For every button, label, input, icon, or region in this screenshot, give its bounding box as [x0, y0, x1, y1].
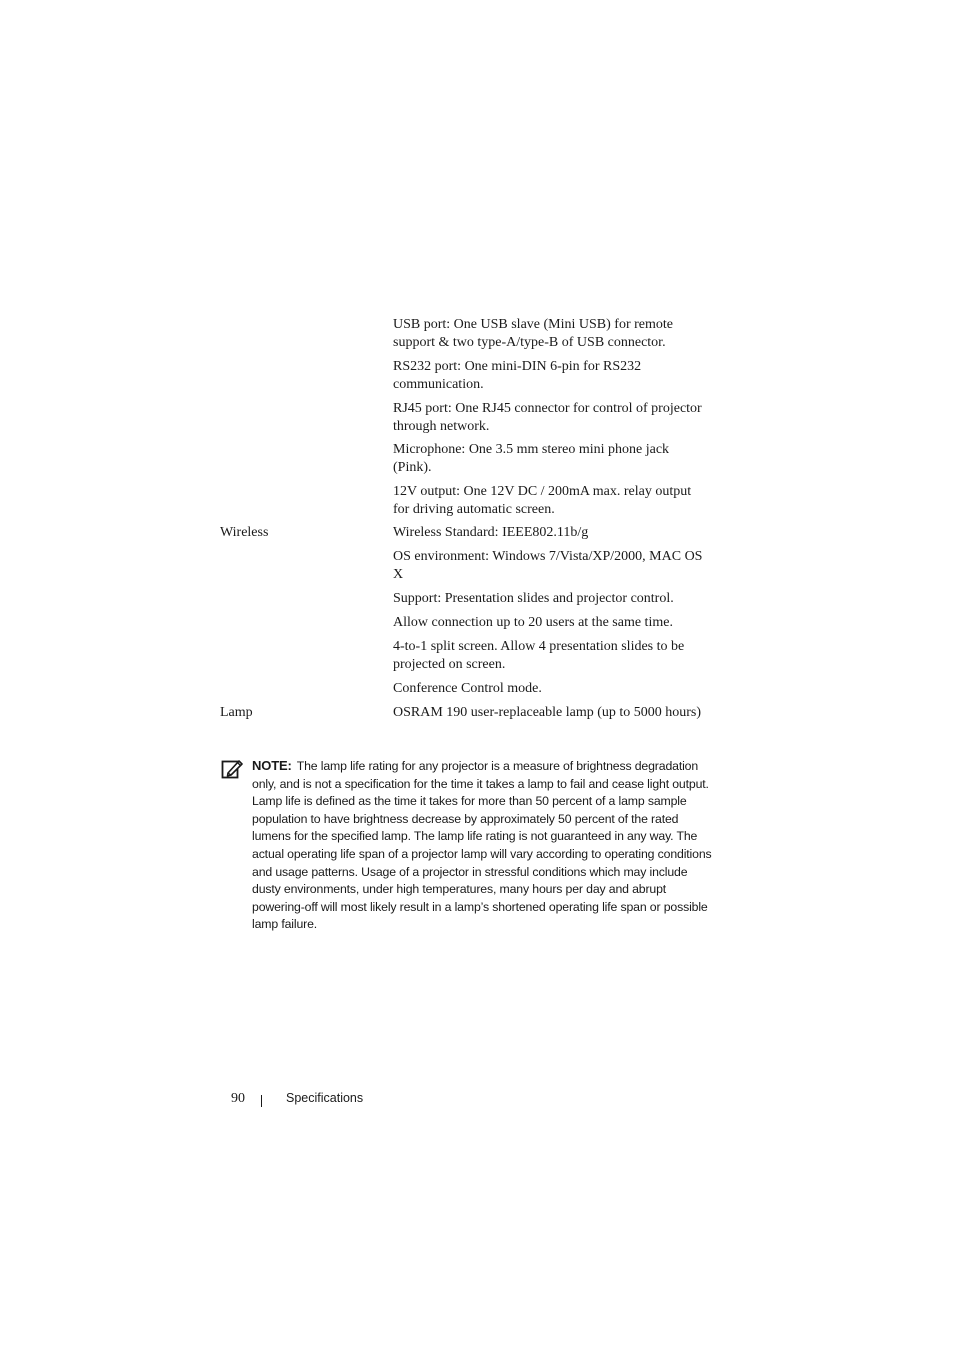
spec-value-split-screen: 4-to-1 split screen. Allow 4 presentation slides to be projected on screen.	[393, 639, 685, 672]
page-number: 90	[231, 1091, 245, 1106]
spec-value-os-environment: OS environment: Windows 7/Vista/XP/2000, MAC OS X	[393, 549, 703, 582]
page-footer	[0, 1090, 954, 1110]
note-label: NOTE:	[252, 758, 292, 773]
spec-value-support: Support: Presentation slides and projector control.	[393, 591, 674, 606]
spec-value-wireless-standard: Wireless Standard: IEEE802.11b/g	[393, 525, 589, 540]
spec-label-wireless: Wireless	[220, 525, 269, 540]
spec-value-rj45-port: RJ45 port: One RJ45 connector for control of projector through network.	[393, 401, 702, 434]
note-pencil-icon	[221, 758, 243, 780]
note-text	[252, 757, 717, 934]
spec-value-lamp: OSRAM 190 user-replaceable lamp (up to 5000 hours)	[393, 705, 702, 720]
spec-value-rs232-port: RS232 port: One mini-DIN 6-pin for RS232 communication.	[393, 359, 642, 392]
spec-label-lamp: Lamp	[220, 705, 253, 720]
spec-value-microphone: Microphone: One 3.5 mm stereo mini phone jack (Pink).	[393, 442, 670, 475]
spec-value-usb-port: USB port: One USB slave (Mini USB) for remote support & two type-A/type-B of USB connector.	[393, 317, 673, 350]
note-body: The lamp life rating for any projector is a measure of brightness degradation only, and is not a specification for the time it takes a lamp to fail and cease light output. Lamp life is defined as the time it takes for more than 50 percent of a lamp sample population to have brightness decrease by approximately 50 percent of the rated lumens for the specified lamp. The lamp life rating is not guaranteed in any way. The actual operating life span of a projector lamp will vary according to operating conditions and usage patterns. Usage of a projector in stressful conditions which may include dusty environments, under high temperatures, many hours per day and abrupt powering-off will most likely result in a lamp’s shortened operating life span or possible lamp failure.	[252, 759, 712, 932]
section-name: Specifications	[286, 1091, 364, 1105]
spec-value-12v-output: 12V output: One 12V DC / 200mA max. relay output for driving automatic screen.	[393, 484, 692, 517]
footer-divider	[261, 1095, 262, 1107]
spec-value-connections: Allow connection up to 20 users at the same time.	[393, 615, 673, 630]
spec-value-conference-control: Conference Control mode.	[393, 681, 542, 696]
